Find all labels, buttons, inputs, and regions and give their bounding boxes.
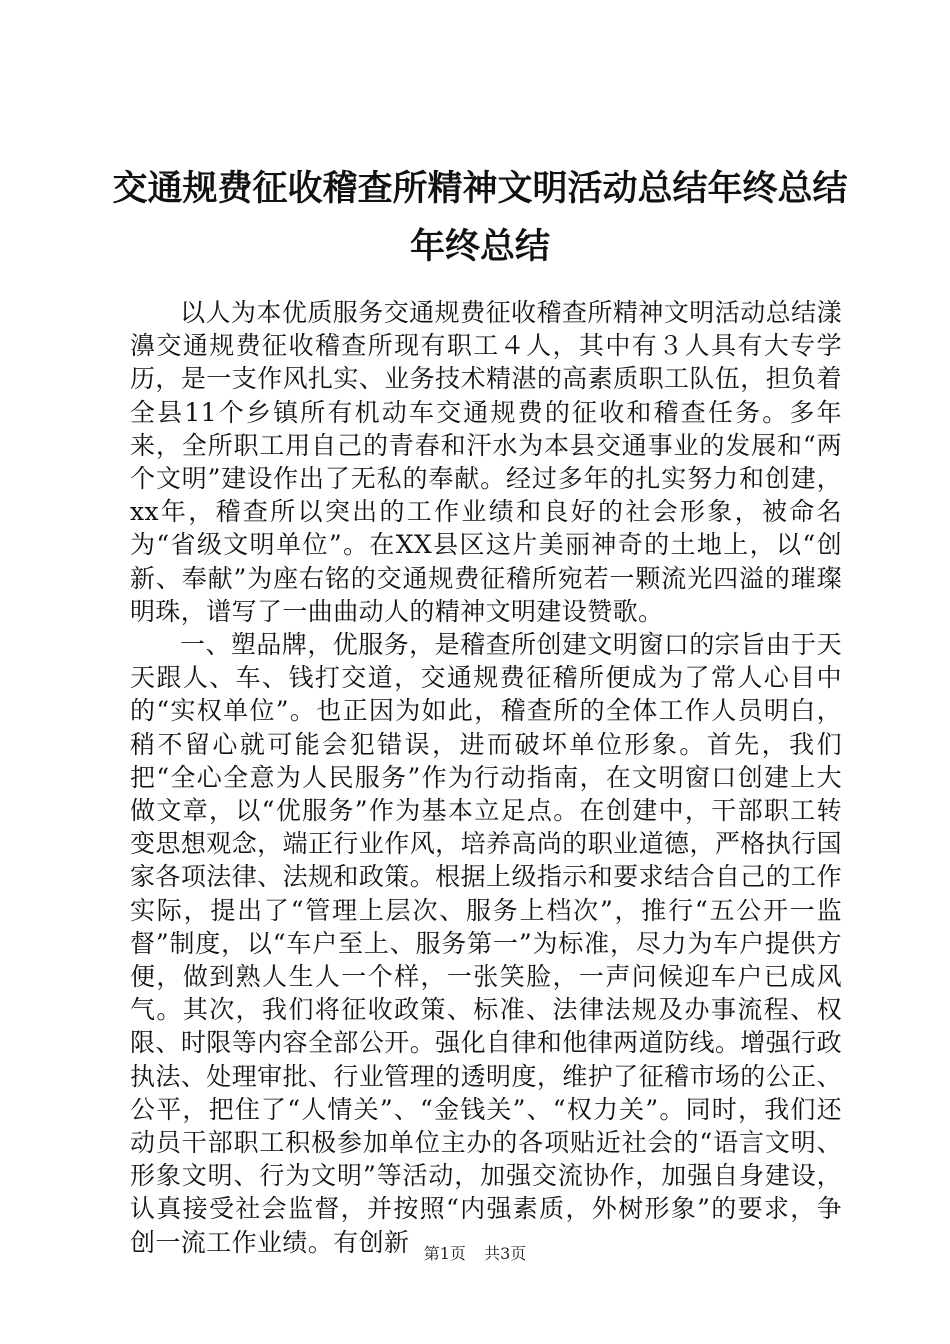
document-body [130, 296, 842, 1259]
document-title: 交通规费征收稽查所精神文明活动总结年终总结年终总结 [112, 168, 848, 267]
paragraph-intro: 以人为本优质服务交通规费征收稽查所精神文明活动总结漾濞交通规费征收稽查所现有职工４人，其中有３人具有大专学历，是一支作风扎实、业务技术精湛的高素质职工队伍，担负着全县11个乡镇所有机动车交通规费的征收和稽查任务。多年来，全所职工用自己的青春和汗水为本县交通事业的发展和“两个文明”建设作出了无私的奉献。经过多年的扎实努力和创建，xx年，稽查所以突出的工作业绩和良好的社会形象，被命名为“省级文明单位”。在XX县区这片美丽神奇的土地上，以“创新、奉献”为座右铭的交通规费征稽所宛若一颗流光四溢的璀璨明珠，谱写了一曲曲动人的精神文明建设赞歌。 [130, 298, 842, 626]
paragraph-section-one: 一、塑品牌，优服务，是稽查所创建文明窗口的宗旨由于天天跟人、车、钱打交道，交通规费征稽所便成为了常人心目中的“实权单位”。也正因为如此，稽查所的全体工作人员明白，稍不留心就可能会犯错误，进而破坏单位形象。首先，我们把“全心全意为人民服务”作为行动指南，在文明窗口创建上大做文章，以“优服务”作为基本立足点。在创建中，干部职工转变思想观念，端正行业作风，培养高尚的职业道德，严格执行国家各项法律、法规和政策。根据上级指示和要求结合自己的工作实际，提出了“管理上层次、服务上档次”，推行“五公开一监督”制度，以“车户至上、服务第一”为标准，尽力为车户提供方便，做到熟人生人一个样，一张笑脸，一声问候迎车户已成风气。其次，我们将征收政策、标准、法律法规及办事流程、权限、时限等内容全部公开。强化自律和他律两道防线。增强行政执法、处理审批、行业管理的透明度，维护了征稽市场的公正、公平，把住了“人情关”、“金钱关”、“权力关”。同时，我们还动员干部职工积极参加单位主办的各项贴近社会的“语言文明、形象文明、行为文明”等活动，加强交流协作，加强自身建设，认真接受社会监督，并按照“内强素质，外树形象”的要求，争创一流工作业绩。有创新 [130, 630, 842, 1257]
page-footer [0, 1243, 950, 1265]
page-number: 第1页 [423, 1244, 466, 1263]
page-total: 共3页 [484, 1244, 527, 1263]
